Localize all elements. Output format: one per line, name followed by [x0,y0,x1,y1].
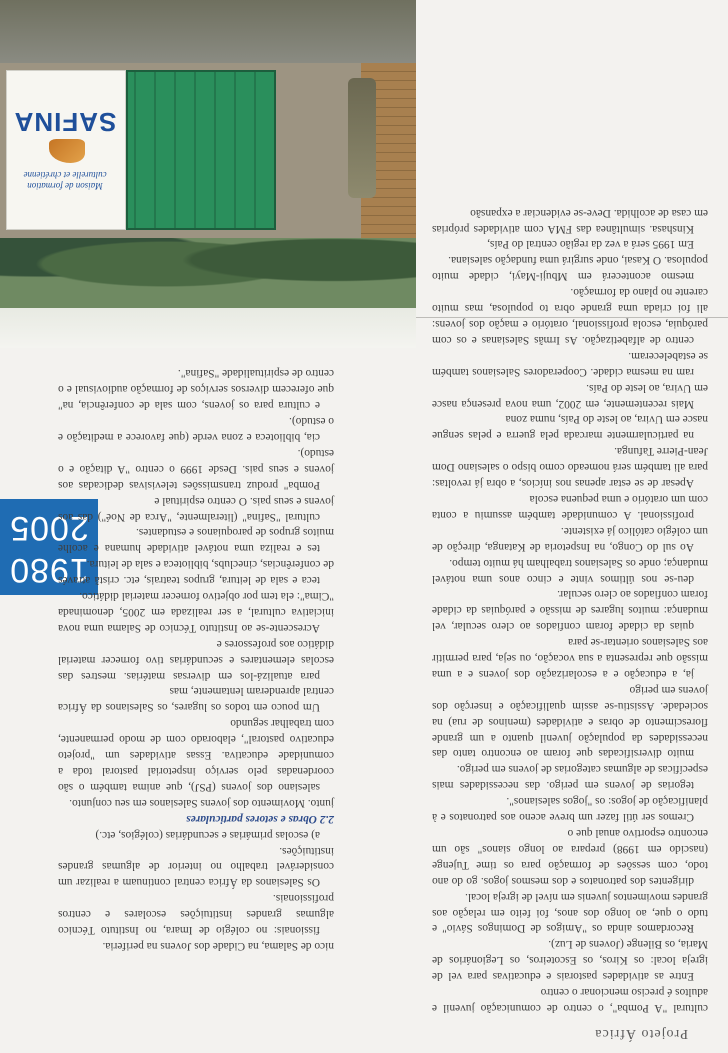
paragraph: Em 1995 será a vez da região central do País, [487,238,694,251]
paragraph: muito diversificadas que foram ao encontro tanto das necessidades da população juvenil quanto a um grande florescimento de obras e atividades (meninos de rua) na sociedade. Assistiu-se assim qualificação e inserção dos jovens em perigo [432,683,708,760]
paragraph: a) escolas primárias e secundárias (colégios, etc.) [95,828,320,841]
page-header: Projeto África [594,1026,688,1041]
section-heading: 2.2 Obras e setores particulares [186,812,334,825]
paragraph: fissionais: no colégio de Imara, no Instituto Técnico algumas grandes instituições escolares e centros profissionais. [58,892,334,937]
paragraph: Cremos ser útil fazer um breve aceno aos patronatos e à planificação de jogos: os "jogos salesianos". [432,795,708,824]
paragraph: Apesar de se estar apenas nos inícios, a obra já revoltas: para ali também será nomeado como bispo o salesiano Dom Jean-Pierre Tafunga. [432,445,708,490]
paragraph: tegorias de jovens em perigo. das necessidades mais específicas de algumas categorias de jovens em perigo. [432,763,708,792]
safina-sign [6,70,126,230]
paragraph: Um pouco em todos os lugares, os Salesianos da África central aprenderam lentamente, mas [58,685,334,714]
photo-green-door [126,70,276,230]
left-text-column [432,204,708,1015]
paragraph: na particularmente marcada pela guerra e pelas sengue nasce em Uvira, ao leste do País, numa zona [432,413,708,442]
paragraph: e cultura para os jovens, com sala de conferência, na" que oferecem diversos serviços de formação audiovisual e o centro de espiritualidade "Safina". [58,367,334,412]
paragraph: ram na mesma cidade. Cooperadores Salesianos também se estabeleceram. [432,349,708,378]
building-photo [0,0,416,348]
paragraph: Kinshasa. simultânea das FMA com atividades próprias em casa de acolhida. Deve-se evidenciar a expansão [432,206,708,235]
paragraph: Entre as atividades pastorais e educativas para vel de igreja local: os Kiros, os Escoteiros, os Legionários de Maria, os Bilenge (Jovens de Luz). [432,938,708,983]
photo-ground [0,0,416,63]
year-start: 1980 [9,551,89,589]
sign-subtitle: Maison de formation culturelle et chrétienne [23,170,107,191]
paragraph: Os Salesianos da África central continuam a realizar um considerável trabalho no interior de algumas grandes instituições. [58,844,334,889]
paragraph: salesiano dos jovens (PSJ), que anima também o são coordenadas pelo serviço inspetorial pastoral toda a comunidade educativa. Essas atividades um "projeto educativo pastoral", elaborado com de modo permanente, com trabalhar segundo [58,717,334,793]
right-text-column [58,364,334,953]
paragraph: para atualizá-los em diversas matérias. mestres das escolas elementares e secundárias tivo fornecer material didático aos professores e [58,637,334,682]
paragraph: Acrescente-se ao Instituto Técnico de Salama uma nova iniciativa cultural, a ser realizada em 2005, denominada "Cima": ela tem por objetivo fornecer material didático. [58,590,334,634]
photo-statue [348,78,376,198]
paragraph: nico de Salama, na Cidade dos Jovens na periferia. [102,940,334,952]
photo-trees [0,228,416,308]
paragraph: teca e sala de leitura, grupos teatrais, etc. cristã através de conferências, cineclubs, biblioteca e sala de leitura. [58,558,334,587]
paragraph: tes e realiza uma notável atividade humana e acolhe muitos grupos de paroquianos e estudantes. [58,526,334,555]
paragraph: Mais recentemente, em 2002, uma nova presença nasce em Uvira, ao leste do País. [432,381,708,410]
paragraph: deu-se nos últimos vinte e cinco anos uma notável mudança; onde os Salesianos trabalham há muito tempo. [432,556,708,585]
paragraph: cultural "Safina" (literalmente, "Arca de Noé") das aos jovens e seus pais. O centro espiritual e [58,494,334,523]
sign-title: SAFINA [13,107,117,137]
paragraph: dirigentes dos patronatos e dos mesmos jogos. go do ano todo, com sessões de formação para os time Tujenge (nascido em 1998) prepara ao longo sianos" são um encontro esportivo anual que o [432,827,708,887]
paragraph: Recordamos ainda os "Amigos de Domingos Sávio" e tudo o que, ao longo dos anos, foi feito em relação aos grandes movimentos juvenis em nível de igreja local. [432,890,708,935]
paragraph: quias da cidade foram confiados ao clero secular, vel mudança: muitos lugares de missão e paróquias da cidade foram confiados ao clero secular. [432,588,708,633]
fold-line [398,317,728,318]
paragraph: cia, biblioteca e zona verde (que favorece a meditação e o estudo). [58,415,334,443]
year-end: 2005 [9,509,89,547]
ark-logo-icon [49,139,85,163]
paragraph: cultural "A Pomba", o centro de comunicação juvenil e adultos é preciso mencionar o centro [432,986,708,1014]
paragraph: Pomba" produz transmissões televisivas dedicadas aos jovens e seus pais. Desde 1999 o centro "A ditação e o estudo). [58,446,334,491]
paragraph: profissional. A comunidade também assumiu a conta com um oratório e uma pequena escola [432,493,708,521]
paragraph: Ao sul do Congo, na Inspetoria de Katanga, direção de um colégio católico já existente. [432,524,708,553]
paragraph: centro de alfabetização. As Irmãs Salesianas e os com paróquia, escola profissional, oratório e mação dos jovens: ali foi criada uma grande obra to populosa, mas muito carente no plano da formação. [432,286,708,346]
paragraph: junto. Movimento dos jovens Salesianos em seu conjunto. [69,796,334,809]
paragraph: ja, a educação e a escolarização dos jovens e a uma missão que representa a sua vocação, ou seja, para permitir aos Salesianos orientar-se para [432,636,708,680]
paragraph: mesmo acontecerá em Mbuji-Mayi, cidade muito populosa. O Kasai, onde surgirá uma fundação salesiana. [432,254,708,283]
